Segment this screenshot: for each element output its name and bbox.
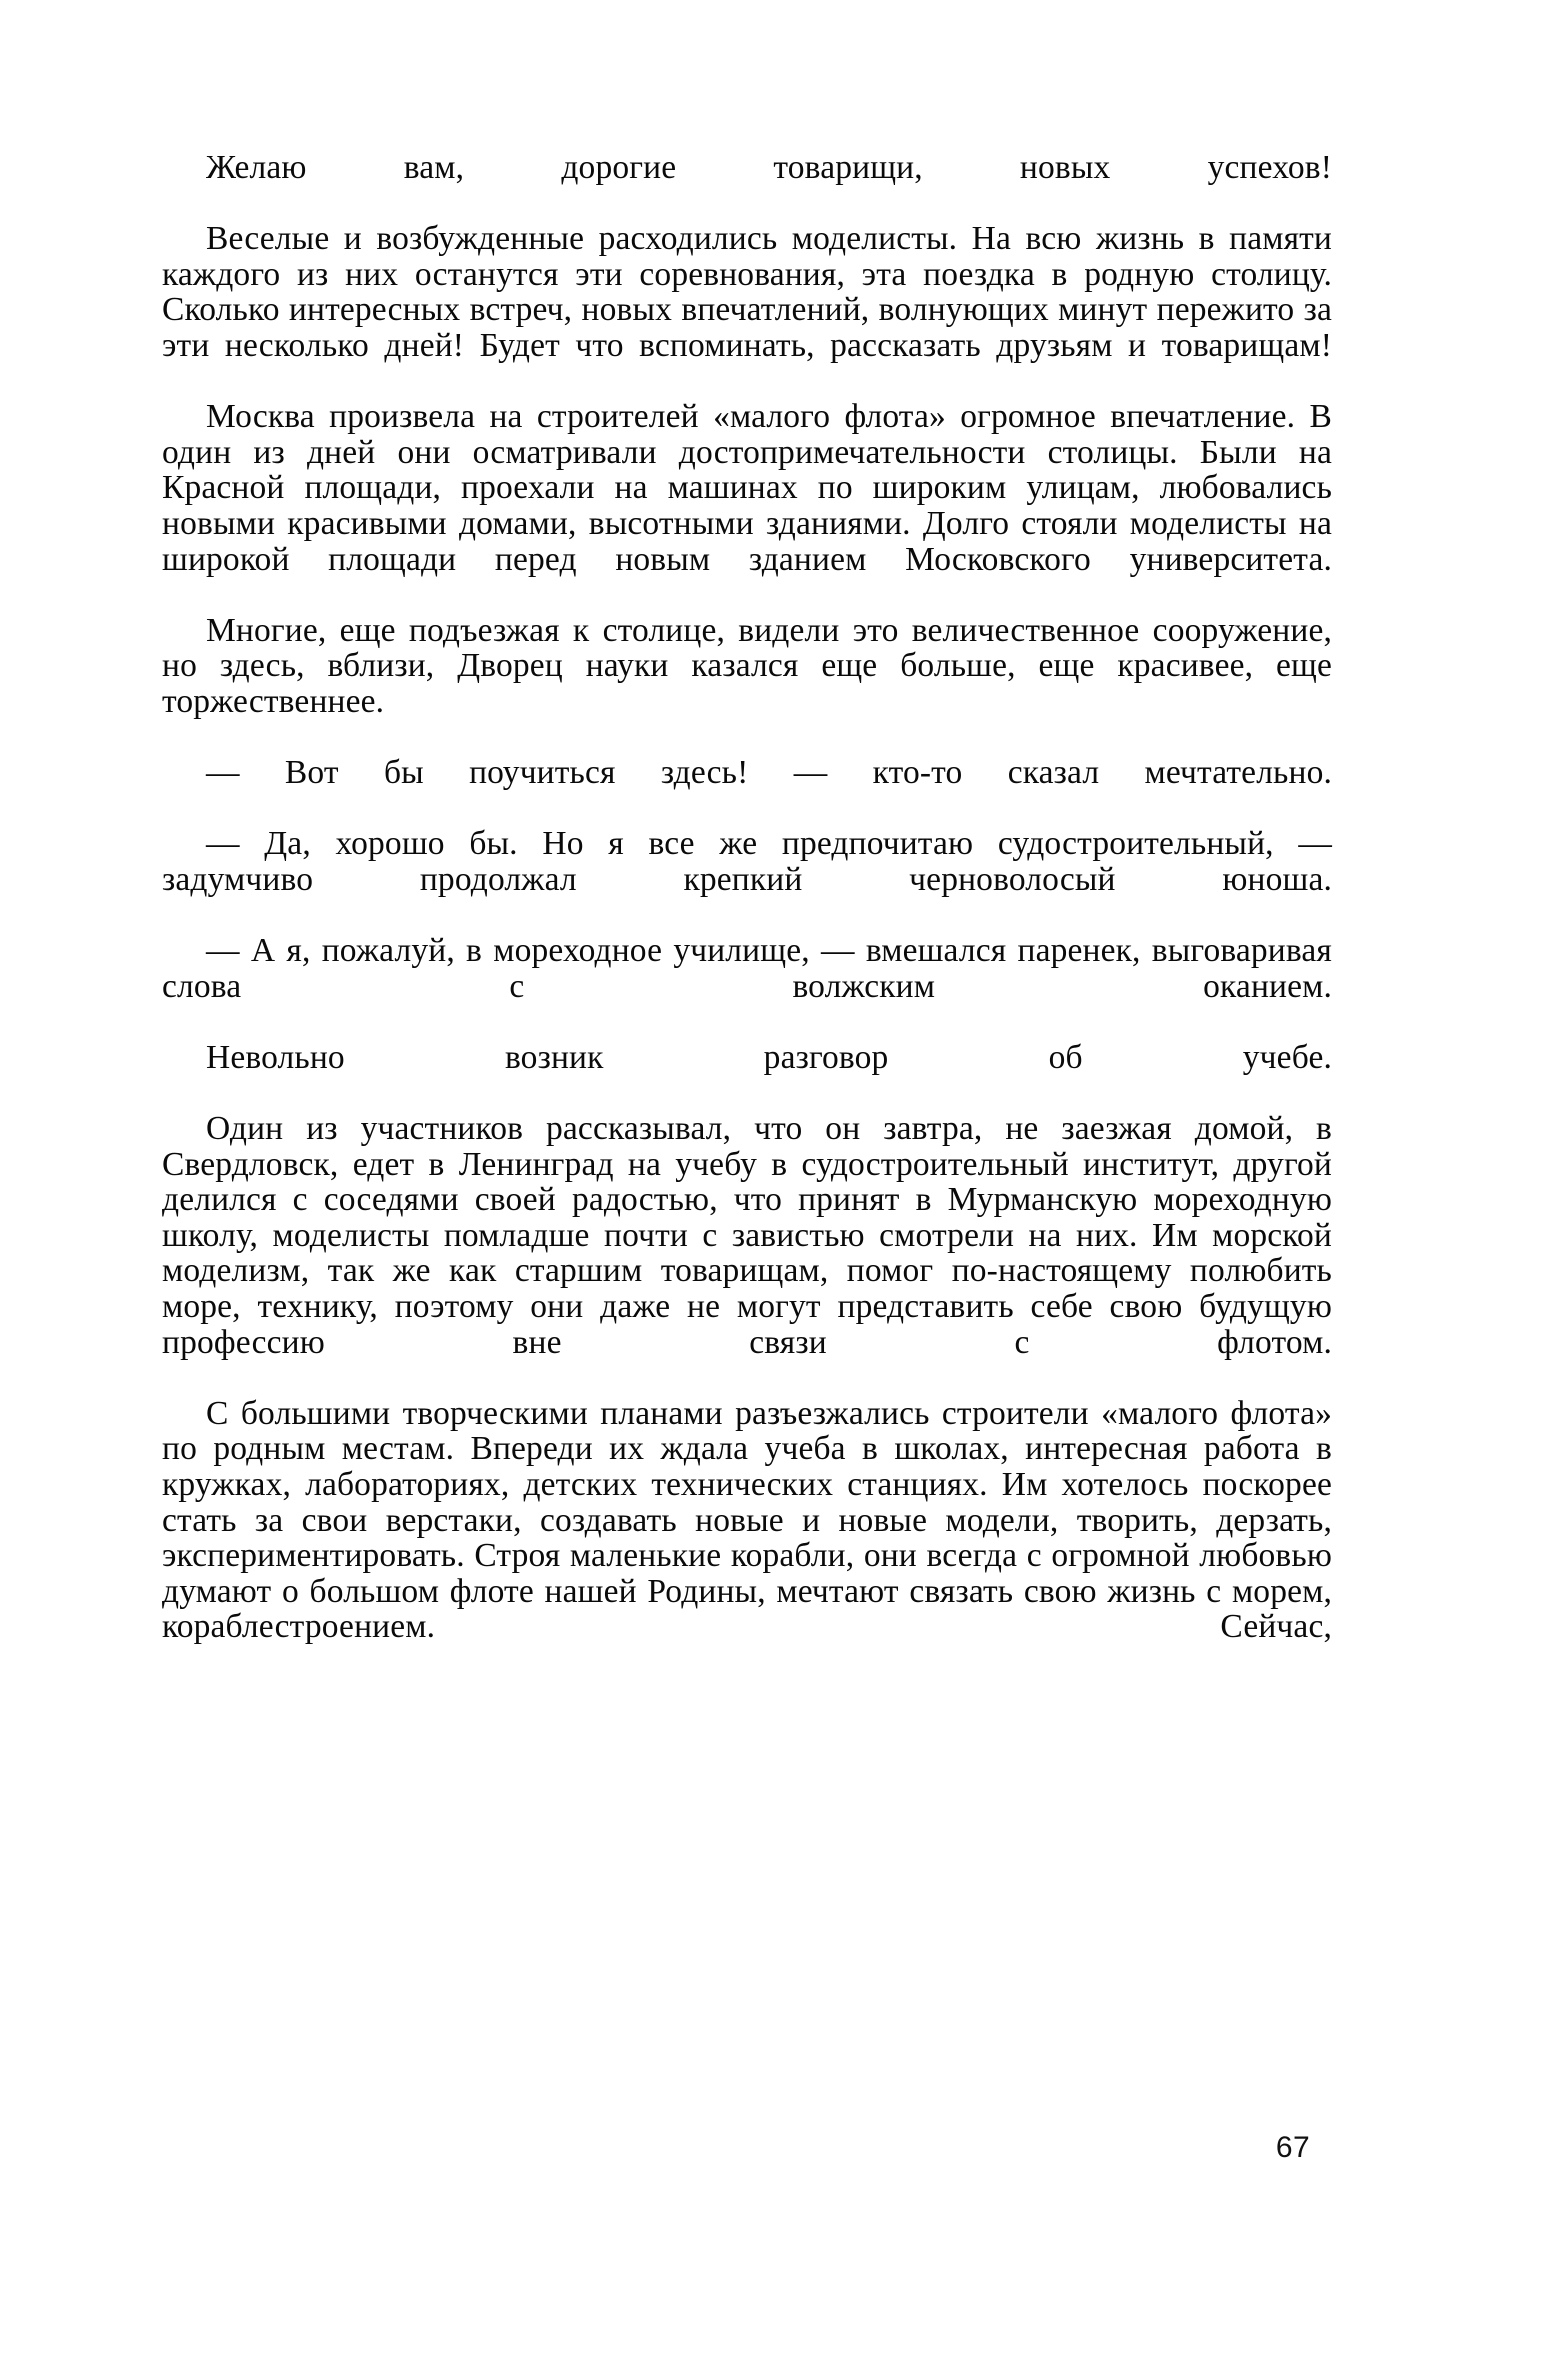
paragraph: Желаю вам, дорогие товарищи, новых успехов!	[206, 149, 1332, 186]
paragraph: Веселые и возбужденные расходились моделисты. На всю жизнь в памяти каждого из них останутся эти соревнования, эта поездка в родную столицу. Сколько интересных встреч, новых впечатлений, волнующих минут пережито за эти несколько дней! Будет что вспоминать, рассказать друзьям и товарищам!	[162, 220, 1332, 364]
paragraph: Невольно возник разговор об учебе.	[206, 1038, 1332, 1076]
page-number: 67	[1275, 2131, 1311, 2164]
paragraph: Москва произвела на строителей «малого флота» огромное впечатление. В один из дней они осматривали достопримечательности столицы. Были на Красной площади, проехали на машинах по широким улицам, любовались новыми красивыми домами, высотными зданиями. Долго стояли моделисты на широкой площади перед новым зданием Московского университета.	[162, 398, 1332, 578]
paragraph: С большими творческими планами разъезжались строители «малого флота» по родным местам. Впереди их ждала учеба в школах, интересная работа в кружках, лабораториях, детских технических станциях. Им хотелось поскорее стать за свои верстаки, создавать новые и новые модели, творить, дерзать, экспериментировать. Строя маленькие корабли, они всегда с огромной любовью думают о большом флоте нашей Родины, мечтают связать свою жизнь с морем, кораблестроением. Сейчас,	[162, 1394, 1332, 1646]
body-text-column	[162, 150, 1332, 1681]
paragraph-dialogue: — Вот бы поучиться здесь! — кто-то сказал мечтательно.	[206, 754, 1332, 792]
paragraph: Один из участников рассказывал, что он завтра, не заезжая домой, в Свердловск, едет в Ленинград на учебу в судостроительный институт, другой делился с соседями своей радостью, что принят в Мурманскую мореходную школу, моделисты помладше почти с завистью смотрели на них. Им морской моделизм, так же как старшим товарищам, помог по-настоящему полюбить море, технику, поэтому они даже не могут представить себе свою будущую профессию вне связи с флотом.	[162, 1110, 1332, 1361]
paragraph-dialogue: — Да, хорошо бы. Но я все же предпочитаю судостроительный, — задумчиво продолжал крепкий черноволосый юноша.	[162, 825, 1332, 898]
paragraph-dialogue: — А я, пожалуй, в мореходное училище, — вмешался паренек, выговаривая слова с волжским оканием.	[162, 932, 1332, 1005]
paragraph: Многие, еще подъезжая к столице, видели это величественное сооружение, но здесь, вблизи, Дворец науки казался еще больше, еще красивее, еще торжественнее.	[162, 611, 1332, 720]
